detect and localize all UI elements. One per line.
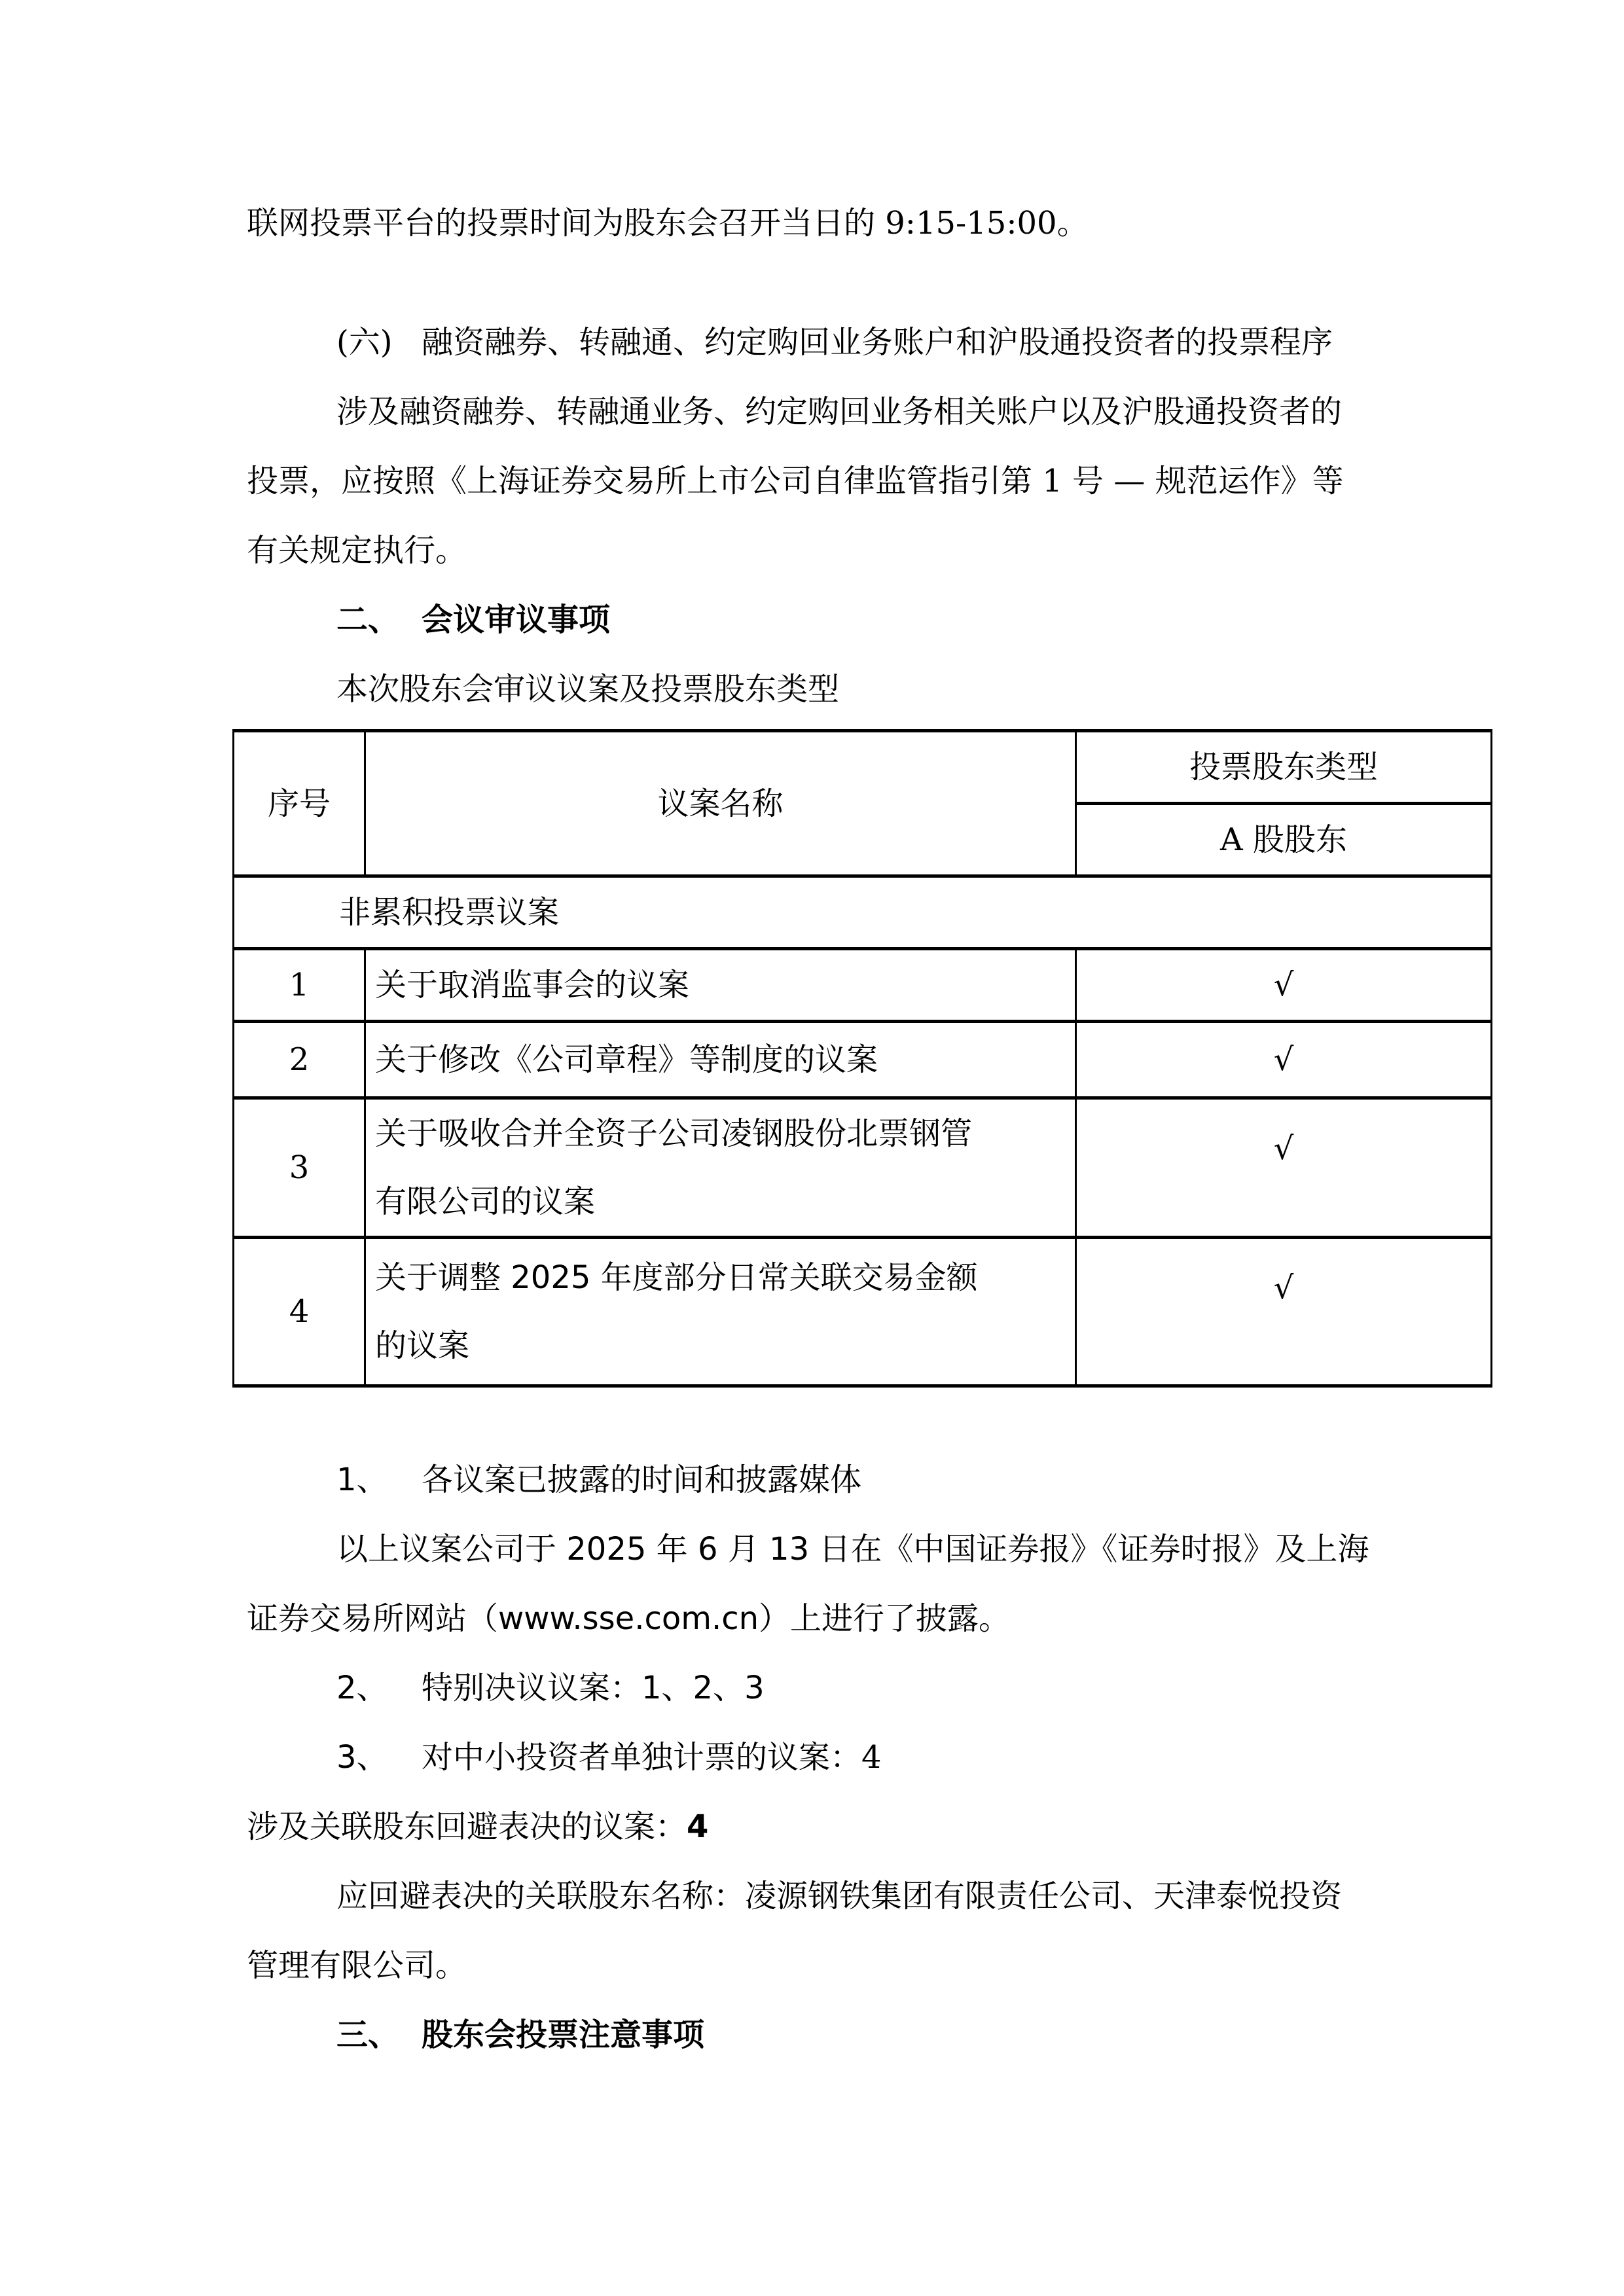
paragraph-disclosure-line1 [247,1515,1378,1584]
check-mark: √ [1076,1098,1492,1238]
paragraph-margin-trading-line1 [247,377,1378,446]
item-1-text: 各议案已披露的时间和披露媒体 [422,1462,862,1498]
disclosure-day: 13 [769,1531,810,1568]
related-shareholders-text: 应回避表决的关联股东名称：凌源钢铁集团有限责任公司、天津泰悦投资 [336,1878,1343,1914]
row-seq: 3 [234,1098,365,1238]
header-seq: 序号 [234,731,365,876]
table-intro-text: 本次股东会审议议案及投票股东类型 [336,671,840,708]
heading-section-three [247,2000,1378,2070]
row-title-pre: 关于调整 [375,1259,511,1296]
disclosure-mid1: 年 [646,1531,698,1568]
paragraph-margin-trading-line2: 投票，应按照《上海证券交易所上市公司自律监管指引第 1 号 — 规范运作》等 [247,463,1344,499]
section-two-number: 二、 [336,601,400,638]
paragraph-internet-voting-time: 联网投票平台的投票时间为股东会召开当日的 9:15-15:00。 [247,205,1089,242]
row-title: 关于取消监事会的议案 [365,949,1076,1022]
row-title-year: 2025 [511,1259,591,1296]
disclosure-year: 2025 [566,1531,647,1568]
item-2-special-resolution [247,1653,1378,1723]
paragraph-related-shareholders-line2: 管理有限公司。 [247,1947,467,1984]
paragraph-margin-trading-line3: 有关规定执行。 [247,532,467,569]
section-two-title: 会议审议事项 [422,601,611,638]
after-table-section [247,1445,1378,2070]
website-url: www.sse.com.cn [498,1600,759,1637]
table-section-row [234,876,1492,949]
section-six-number: (六) [336,324,393,361]
website-pre: 证券交易所网站（ [247,1600,499,1637]
paragraph-related-abstain [247,1792,1378,1861]
heading-section-two [247,585,1378,655]
related-abstain-label: 涉及关联股东回避表决的议案： [247,1808,687,1845]
paragraph-related-shareholders-line1 [247,1861,1378,1931]
paragraph-table-intro [247,655,1378,724]
item-2-number: 2、 [336,1670,388,1706]
check-mark: √ [1076,1022,1492,1098]
proposal-table [232,729,1492,1388]
row-title-post: 年度部分日常关联交易金额的议案 [375,1259,978,1364]
section-label-non-cumulative: 非累积投票议案 [234,876,1492,949]
table-row [234,1098,1492,1238]
paragraph-disclosure-line2 [247,1584,1378,1653]
disclosure-mid2: 月 [717,1531,770,1568]
table-header-row-1 [234,731,1492,804]
section-three-title: 股东会投票注意事项 [422,2017,705,2053]
item-2-label: 特别决议议案 [422,1670,611,1706]
item-1-number: 1、 [336,1462,388,1498]
row-seq: 1 [234,949,365,1022]
row-title [365,1238,1076,1386]
document-content [247,188,1378,2070]
table-row [234,949,1492,1022]
item-3-number: 3、 [336,1739,388,1776]
disclosure-pre: 以上议案公司于 [336,1531,567,1568]
row-title: 关于吸收合并全资子公司凌钢股份北票钢管有限公司的议案 [365,1098,1076,1238]
header-a-share: A 股股东 [1076,804,1492,876]
table-row [234,1022,1492,1098]
heading-section-six [247,308,1378,377]
header-title: 议案名称 [365,731,1076,876]
row-title: 关于修改《公司章程》等制度的议案 [365,1022,1076,1098]
table-row [234,1238,1492,1386]
check-mark: √ [1076,1238,1492,1386]
row-seq: 2 [234,1022,365,1098]
check-mark: √ [1076,949,1492,1022]
website-post: ）上进行了披露。 [759,1600,1011,1637]
header-voter-type: 投票股东类型 [1076,731,1492,804]
section-three-number: 三、 [336,2017,400,2053]
item-3-text: 对中小投资者单独计票的议案：4 [422,1739,882,1776]
margin-trading-text-1: 涉及融资融券、转融通业务、约定购回业务相关账户以及沪股通投资者的 [336,393,1343,430]
section-six-title: 融资融券、转融通、约定购回业务账户和沪股通投资者的投票程序 [422,324,1333,361]
item-3-separate-count [247,1723,1378,1792]
disclosure-month: 6 [697,1531,718,1568]
related-abstain-number: 4 [687,1808,709,1845]
item-2-proposal-numbers: ：1、2、3 [610,1670,765,1706]
item-1-disclosure [247,1445,1378,1515]
row-seq: 4 [234,1238,365,1386]
disclosure-post: 日在《中国证券报》《证券时报》及上海 [809,1531,1369,1568]
